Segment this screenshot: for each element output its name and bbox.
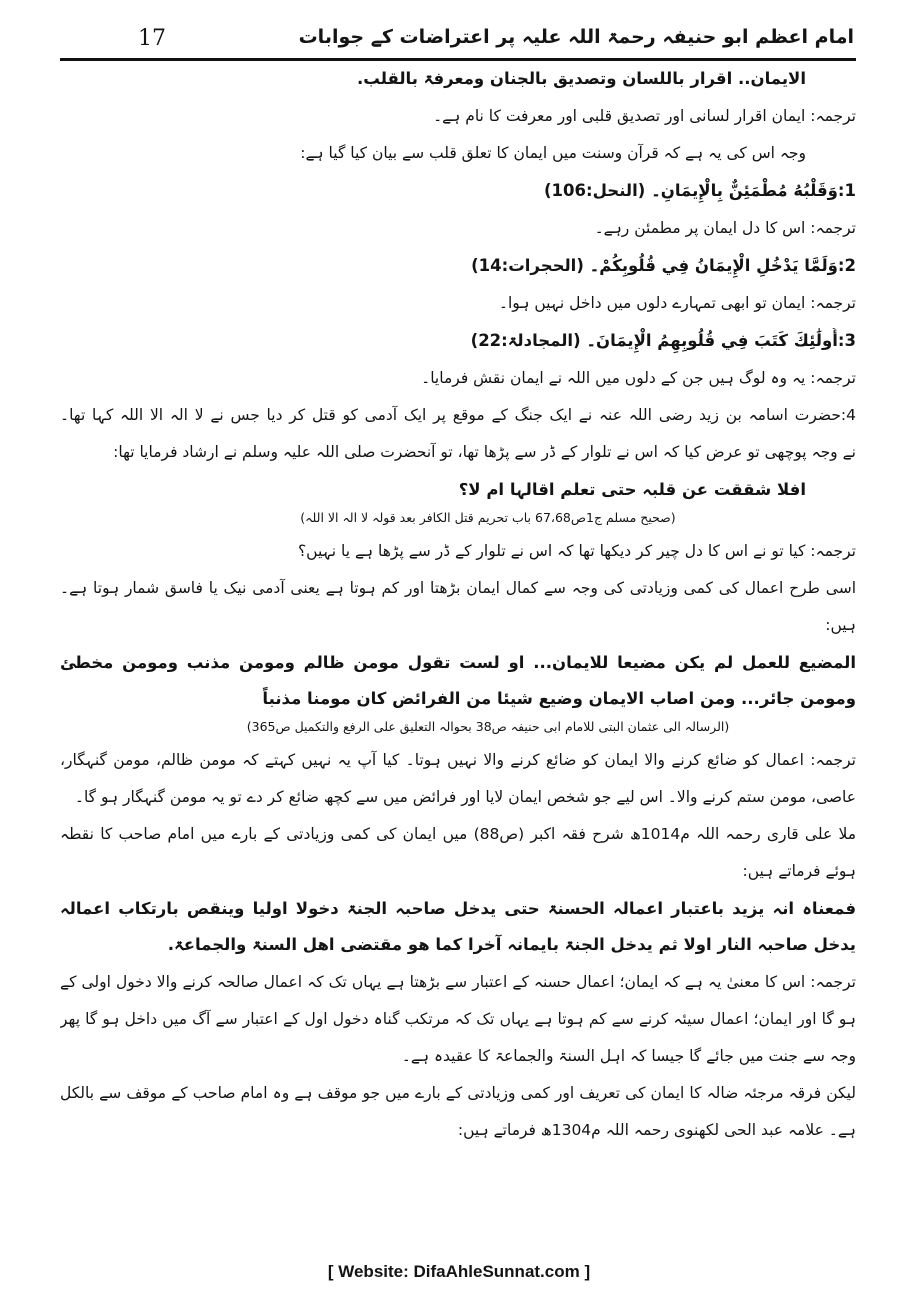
translation-line: ہو گا اور ایمان؛ اعمال سیئہ کرنے سے کم ہوتا ہے یہاں تک کہ مرتکب گناہ دخول اول کے اعتبار سے آگ میں داخل ہو گا پھر	[60, 1010, 856, 1028]
header-rule	[60, 58, 856, 61]
website-footer: [ Website: DifaAhleSunnat.com ]	[327, 1262, 591, 1281]
running-title: امام اعظم ابو حنیفہ رحمۃ اللہ علیہ پر اعتراضات کے جوابات	[298, 26, 854, 48]
translation-line: ترجمہ: اس کا دل ایمان پر مطمئن رہے۔	[594, 219, 856, 237]
arabic-quote-line: ومومن جائر... ومن اصاب الایمان وضیع شیئا من الفرائض کان مومنا مذنباً	[262, 689, 856, 708]
translation-line: ترجمہ: ایمان تو ابھی تمہارے دلوں میں داخل نہیں ہوا۔	[498, 294, 856, 312]
translation-line: عاصی، مومن ستم کرنے والا۔ اس لیے جو شخص ایمان لایا اور فرائض میں سے کچھ ضائع کر دے تو یہ مومن گنہگار ہو گا۔	[74, 788, 856, 806]
paragraph-line: ہوئے فرماتے ہیں:	[742, 862, 856, 880]
paragraph-line: وجہ اس کی یہ ہے کہ قرآن وسنت میں ایمان کا تعلق قلب سے بیان کیا گیا ہے:	[300, 144, 806, 162]
translation-line: ترجمہ: اس کا معنیٰ یہ ہے کہ ایمان؛ اعمال حسنہ کے اعتبار سے بڑھتا ہے یہاں تک کہ اعمال صالحہ کرنے والا دخول اولی کے	[60, 973, 856, 991]
paragraph-line: نے وجہ پوچھی تو عرض کیا کہ اس نے تلوار کے ڈر سے پڑھا تھا، تو آنحضرت صلی اللہ علیہ وسلم نے ارشاد فرمایا تھا:	[113, 443, 856, 461]
translation-line: ترجمہ: اعمال کو ضائع کرنے والا ایمان کو ضائع کرنے والا نہیں ہوتا۔ کیا آپ یہ نہیں کہتے کہ مومن ظالم، مومن گنہگار،	[60, 751, 856, 769]
paragraph-line: لیکن فرقہ مرجئہ ضالہ کا ایمان کی تعریف اور کمی وزیادتی کے بارے میں جو موقف ہے وہ امام صاحب کے موقف سے بالکل	[60, 1084, 856, 1102]
arabic-quote-line: یدخل صاحبہ النار اولا ثم یدخل الجنۃ بایمانہ آخرا کما ھو مقتضی اھل السنۃ والجماعۃ.	[167, 935, 856, 954]
reference-citation: (الرسالہ الی عثمان البتی للامام ابی حنیفہ ص38 بحوالہ التعلیق علی الرفع والتکمیل ص365)	[246, 719, 730, 734]
translation-line: ترجمہ: ایمان اقرار لسانی اور تصدیق قلبی اور معرفت کا نام ہے۔	[433, 107, 856, 125]
quran-verse-1: 1:وَقَلْبُهُ مُطْمَئِنٌّ بِالْإِيمَانِ۔ (النحل:106)	[543, 181, 856, 200]
arabic-quote-line: فمعناہ انہ یزید باعتبار اعمالہ الحسنۃ حتی یدخل صاحبہ الجنۃ دخولا اولیا وینقص بارتکاب اعمالہ	[60, 899, 856, 918]
hadith-quote: افلا شققت عن قلبہ حتی تعلم اقالہا ام لا؟	[458, 480, 806, 499]
paragraph-line: ہے۔ علامہ عبد الحی لکھنوی رحمہ اللہ م1304ھ فرماتے ہیں:	[457, 1121, 856, 1139]
reference-citation: (صحیح مسلم ج1ص67،68 باب تحریم قتل الکافر بعد قولہ لا الہ الا اللہ)	[300, 510, 676, 525]
page-number: 17	[138, 26, 166, 51]
translation-line: ترجمہ: یہ وہ لوگ ہیں جن کے دلوں میں اللہ نے ایمان نقش فرمایا۔	[421, 369, 856, 387]
paragraph-line: ملا علی قاری رحمہ اللہ م1014ھ شرح فقہ اکبر (ص88) میں ایمان کی کمی وزیادتی کے بارے میں امام صاحب کا نقطہ	[60, 825, 856, 843]
paragraph-line: ہیں:	[825, 616, 856, 634]
translation-line: ترجمہ: کیا تو نے اس کا دل چیر کر دیکھا تھا کہ اس نے تلوار کے ڈر سے پڑھا ہے یا نہیں؟	[297, 542, 856, 560]
quran-verse-3: 3:أُولَٰئِكَ كَتَبَ فِي قُلُوبِهِمُ الْإِيمَانَ۔ (المجادلۃ:22)	[470, 331, 856, 350]
arabic-quote-definition: الایمان.. اقرار باللسان وتصدیق بالجنان ومعرفۃ بالقلب.	[356, 69, 806, 88]
paragraph-line: اسی طرح اعمال کی کمی وزیادتی کی وجہ سے کمال ایمان بڑھتا اور کم ہوتا ہے یعنی آدمی نیک یا فاسق شمار ہوتا ہے۔	[60, 579, 856, 597]
quran-verse-2: 2:وَلَمَّا يَدْخُلِ الْإِيمَانُ فِي قُلُوبِكُمْ۔ (الحجرات:14)	[471, 256, 856, 275]
arabic-quote-line: المضیع للعمل لم یکن مضیعا للایمان... او لست تقول مومن ظالم ومومن مذنب ومومن مخطئ	[60, 653, 856, 672]
translation-line: وجہ سے جنت میں جائے گا جیسا کہ اہل السنۃ والجماعۃ کا عقیدہ ہے۔	[401, 1047, 856, 1065]
paragraph-line: 4:حضرت اسامہ بن زید رضی اللہ عنہ نے ایک جنگ کے موقع پر ایک آدمی کو قتل کر دیا جس نے لا الہ الا اللہ کہا تھا۔	[60, 406, 856, 424]
page-body	[60, 66, 856, 1256]
